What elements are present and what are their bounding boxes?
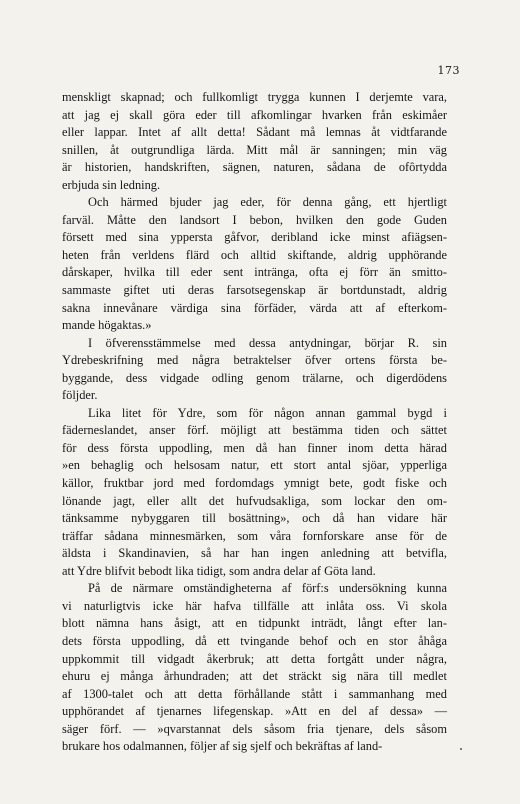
text-line: sammaste giftet uti deras farsotsegenskap är bortdunstadt, aldrig xyxy=(62,283,447,298)
text-line: källor, fruktbar jord med fordomdags ymnigt bete, godt fiske och xyxy=(62,476,447,491)
page-number: 173 xyxy=(437,64,460,77)
text-line: af 1300-talet och att detta förhållande stått i sammanhang med xyxy=(62,686,447,701)
text-line: erbjuda sin ledning. xyxy=(62,177,161,192)
body-text xyxy=(62,89,447,756)
text-line: vi naturligtvis icke här hafva tillfälle att inlåta oss. Vi skola xyxy=(62,598,447,613)
text-line: upphörandet af tjenarnes lifegenskap. »Att en del af dessa» — xyxy=(62,704,447,719)
text-line: att jag ej skall göra eder till afkomlingar hvarken från eskimåer xyxy=(62,107,447,122)
text-line: farväl. Måtte den landsort I bebon, hvilken den gode Guden xyxy=(62,212,447,227)
text-line: försett med sina yppersta gåfvor, deribland icke minst afiägsen- xyxy=(62,230,447,245)
text-line: uppkommit till vidgadt åkerbruk; att detta fortgått under några, xyxy=(62,651,447,666)
text-line: lönande jagt, eller allt det hufvudsakliga, som lockar den om- xyxy=(62,493,447,508)
text-line: heten från verldens flärd och alltid skiftande, aldrig upphörande xyxy=(62,247,447,262)
text-line: På de närmare omständigheterna af förf:s undersökning kunna xyxy=(88,581,447,596)
paragraph xyxy=(62,89,447,194)
text-line: följder. xyxy=(62,388,98,403)
text-line: I öfverensstämmelse med dessa antydningar, börjar R. sin xyxy=(88,335,447,350)
text-line: är historien, handskriften, sägnen, naturen, sådana de ofôrtydda xyxy=(62,160,447,175)
text-line: dets första uppodling, då ett tvingande behof och en stor åhåga xyxy=(62,633,447,648)
text-line: Och härmed bjuder jag eder, för denna gång, ett hjertligt xyxy=(88,195,447,210)
text-line: dårskaper, hvilka till eder sent intränga, ofta ej förr än smitto- xyxy=(62,265,447,280)
paragraph xyxy=(62,405,447,580)
paragraph xyxy=(62,194,447,334)
text-line: träffar sådana minnesmärken, som våra fornforskare anse för de xyxy=(62,528,447,543)
text-line: att Ydre blifvit bebodt lika tidigt, som andra delar af Göta land. xyxy=(62,563,376,578)
text-line: eller lappar. Intet af allt detta! Sådant må lemnas åt vidtfarande xyxy=(62,125,447,140)
text-line: menskligt skapnad; och fullkomligt trygga kunnen I derjemte vara, xyxy=(62,90,447,104)
text-line: blott nämna hans åsigt, att en tidpunkt inträdt, långt efter lan- xyxy=(62,616,447,631)
text-line: brukare hos odalmannen, följer af sig sjelf och bekräftas af land- xyxy=(62,739,383,754)
paragraph xyxy=(62,335,447,405)
text-line: Lika litet för Ydre, som för någon annan gammal bygd i xyxy=(88,405,447,420)
text-line: sakna innevånare värdiga sina förfäder, värda att af efterkom- xyxy=(62,300,447,315)
text-line: fäderneslandet, anser förf. möjligt att bestämma tiden och sättet xyxy=(62,423,447,438)
text-line: för dess första uppodling, men då han finner inom detta härad xyxy=(62,440,447,455)
paragraph xyxy=(62,580,447,755)
text-line: Ydrebeskrifning med några betraktelser öfver ortens första be- xyxy=(62,353,447,368)
text-line: äldsta i Skandinavien, så har han ingen anledning att betvifla, xyxy=(62,546,447,561)
text-line: säger förf. — »qvarstannat dels såsom fria tjenare, dels såsom xyxy=(62,721,447,736)
text-line: tänksamme nybyggaren till bosättning», och då han vidare här xyxy=(62,511,447,526)
ink-speck xyxy=(460,748,462,750)
text-line: snillen, åt outgrundliga lärda. Mitt mål är sanningen; min väg xyxy=(62,142,447,157)
text-line: byggande, dess vidgade odling genom trälarne, och digerdödens xyxy=(62,370,447,385)
text-line: mande högaktas.» xyxy=(62,318,152,333)
text-line: ehuru ej många århundraden; att det sträckt sig nära till medlet xyxy=(62,669,447,684)
text-line: »en behaglig och helsosam natur, ett stort antal sjöar, ypperliga xyxy=(62,458,447,473)
